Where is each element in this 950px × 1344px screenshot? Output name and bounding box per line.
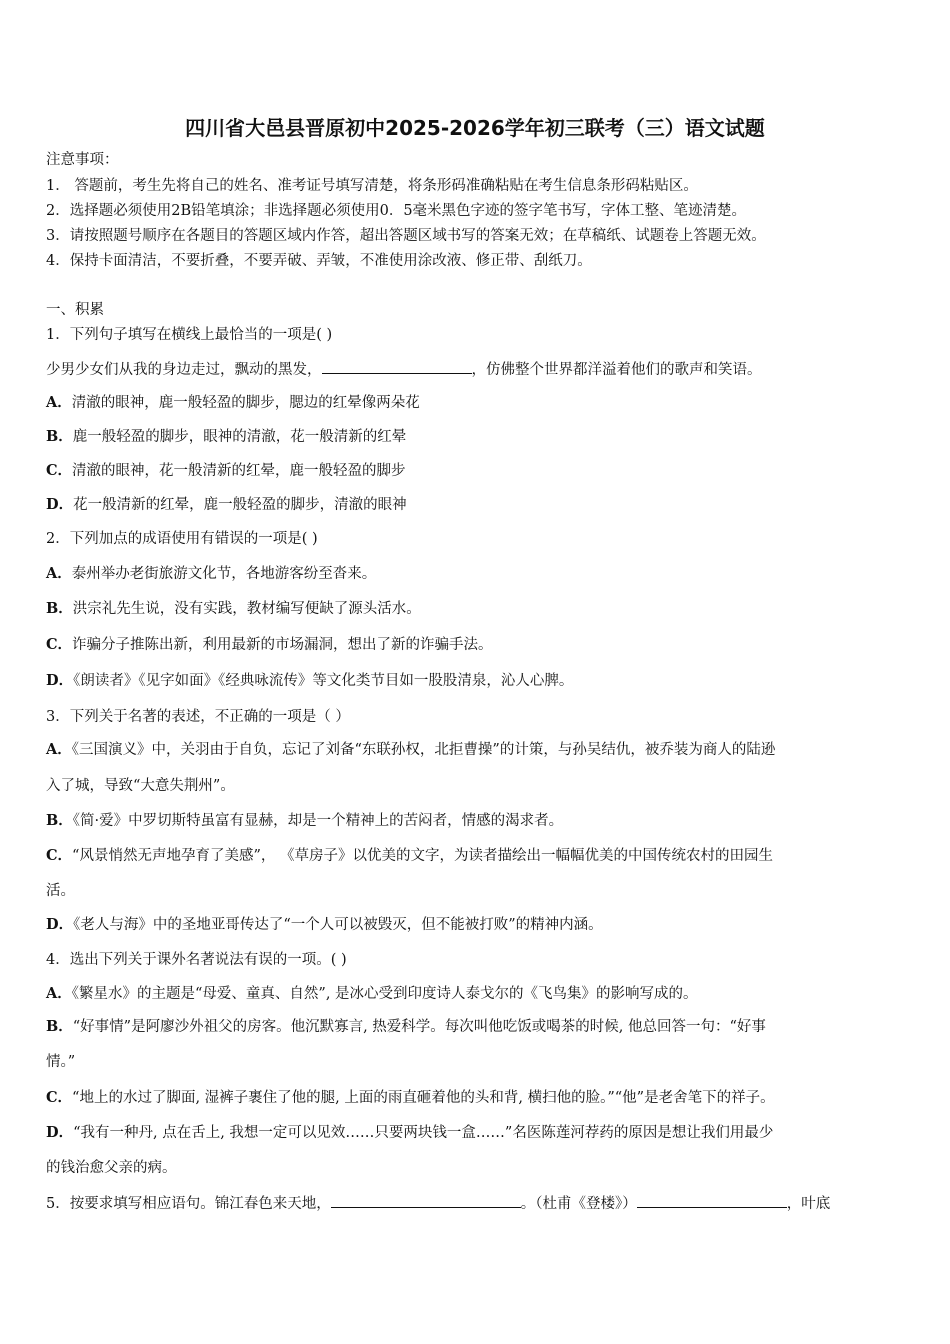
- option-text: “好事情”是阿廖沙外祖父的房客。他沉默寡言, 热爱科学。每次叫他吃饭或喝茶的时候, 他总回答一句：“好事: [72, 1019, 766, 1035]
- question-1-option-a: [46, 393, 420, 413]
- question-2-option-d: [46, 671, 573, 691]
- question-1-sentence-part1: 少男少女们从我的身边走过，飘动的黑发，: [46, 362, 322, 378]
- option-text: 清澈的眼神，鹿一般轻盈的脚步，腮边的红晕像两朵花: [71, 395, 420, 411]
- option-label: B．: [46, 1018, 73, 1035]
- option-label: A．: [46, 394, 72, 411]
- option-label: D．: [46, 1124, 74, 1141]
- option-text: 《朗读者》《见字如面》《经典咏流传》等文化类节目如一股股清泉，沁人心脾。: [73, 673, 574, 689]
- option-text: 《繁星水》的主题是“母爱、童真、自然”, 是冰心受到印度诗人泰戈尔的《飞鸟集》的影响写成的。: [71, 986, 698, 1002]
- question-1-stem: 1．下列句子填写在横线上最恰当的一项是( ): [46, 327, 333, 343]
- page-title: 四川省大邑县晋原初中2025-2026学年初三联考（三）语文试题: [185, 116, 765, 140]
- option-label: A．: [46, 565, 72, 582]
- notice-item-4: 4．保持卡面清洁，不要折叠，不要弄破、弄皱，不准使用涂改液、修正带、刮纸刀。: [46, 253, 592, 269]
- option-label: B．: [46, 812, 73, 829]
- notice-item-2: 2．选择题必须使用2B铅笔填涂；非选择题必须使用0．5毫米黑色字迹的签字笔书写，字体工整、笔迹清楚。: [46, 203, 747, 219]
- notice-heading: 注意事项：: [46, 152, 119, 168]
- option-label: D．: [46, 496, 74, 513]
- option-text: “我有一种丹, 点在舌上, 我想一定可以见效……只要两块钱一盒……”名医陈莲河荐药的原因是想让我们用最少: [73, 1125, 774, 1141]
- option-label: D．: [46, 916, 74, 933]
- question-3-option-a: [46, 740, 775, 760]
- question-4-stem: 4．选出下列关于课外名著说法有误的一项。( ): [46, 952, 347, 968]
- question-3-option-c: [46, 846, 773, 866]
- option-text: 《三国演义》中，关羽由于自负，忘记了刘备“东联孙权，北拒曹操”的计策，与孙吴结仇，被乔装为商人的陆逊: [71, 742, 776, 758]
- question-2-stem: 2．下列加点的成语使用有错误的一项是( ): [46, 531, 318, 547]
- option-text: “风景悄然无声地孕育了美感”， 《草房子》以优美的文字，为读者描绘出一幅幅优美的中国传统农村的田园生: [72, 848, 773, 864]
- option-label: C．: [46, 847, 73, 864]
- option-label: A．: [46, 985, 72, 1002]
- question-3-option-d: [46, 915, 603, 935]
- answer-blank: [637, 1193, 787, 1208]
- question-3-option-c-cont: 活。: [46, 883, 75, 899]
- option-label: B．: [46, 428, 73, 445]
- option-label: C．: [46, 462, 73, 479]
- question-4-option-b-cont: 情。”: [46, 1054, 76, 1070]
- question-3-option-a-cont: 入了城，导致“大意失荆州”。: [46, 778, 235, 794]
- option-label: D．: [46, 672, 74, 689]
- option-text: 泰州举办老街旅游文化节，各地游客纷至沓来。: [71, 566, 377, 582]
- notice-item-3: 3．请按照题号顺序在各题目的答题区域内作答，超出答题区域书写的答案无效；在草稿纸、试题卷上答题无效。: [46, 228, 766, 244]
- question-1-option-c: [46, 461, 406, 481]
- question-1-sentence: [46, 359, 762, 380]
- question-4-option-d: [46, 1123, 773, 1143]
- question-1-option-d: [46, 495, 407, 515]
- option-text: 《简·爱》中罗切斯特虽富有显赫，却是一个精神上的苦闷者，情感的渴求者。: [72, 813, 564, 829]
- option-text: 清澈的眼神，花一般清新的红晕，鹿一般轻盈的脚步: [72, 463, 406, 479]
- question-2-option-c: [46, 635, 493, 655]
- question-1-sentence-part2: ，仿佛整个世界都洋溢着他们的歌声和笑语。: [471, 362, 762, 378]
- option-text: “地上的水过了脚面, 湿裤子裹住了他的腿, 上面的雨直砸着他的头和背, 横扫他的脸。”“他”是老舍笔下的祥子。: [72, 1090, 775, 1106]
- question-5-stem: [46, 1193, 830, 1214]
- option-label: A．: [46, 741, 72, 758]
- question-1-option-b: [46, 427, 406, 447]
- option-label: B．: [46, 600, 73, 617]
- question-3-stem: 3．下列关于名著的表述，不正确的一项是（ ）: [46, 709, 350, 725]
- question-4-option-d-cont: 的钱治愈父亲的病。: [46, 1160, 177, 1176]
- answer-blank: [331, 1193, 521, 1208]
- question-4-option-a: [46, 984, 698, 1004]
- option-text: 花一般清新的红晕，鹿一般轻盈的脚步，清澈的眼神: [73, 497, 407, 513]
- question-5-part2: 。（杜甫《登楼》）: [520, 1196, 637, 1212]
- question-2-option-b: [46, 599, 421, 619]
- option-text: 诈骗分子推陈出新，利用最新的市场漏洞，想出了新的诈骗手法。: [72, 637, 493, 653]
- question-3-option-b: [46, 811, 563, 831]
- option-label: C．: [46, 1089, 73, 1106]
- answer-blank: [322, 359, 472, 374]
- question-5-part1: 5．按要求填写相应语句。锦江春色来天地，: [46, 1196, 331, 1212]
- question-4-option-c: [46, 1088, 775, 1108]
- question-4-option-b: [46, 1017, 766, 1037]
- question-5-part3: ，叶底: [786, 1196, 831, 1212]
- question-2-option-a: [46, 564, 376, 584]
- notice-item-1: 1． 答题前，考生先将自己的姓名、准考证号填写清楚，将条形码准确粘贴在考生信息条形码粘贴区。: [46, 178, 698, 194]
- option-text: 洪宗礼先生说，没有实践，教材编写便缺了源头活水。: [72, 601, 421, 617]
- section-heading: 一、积累: [46, 302, 104, 318]
- option-label: C．: [46, 636, 73, 653]
- option-text: 鹿一般轻盈的脚步，眼神的清澈，花一般清新的红晕: [72, 429, 407, 445]
- option-text: 《老人与海》中的圣地亚哥传达了“一个人可以被毁灭，但不能被打败”的精神内涵。: [73, 917, 603, 933]
